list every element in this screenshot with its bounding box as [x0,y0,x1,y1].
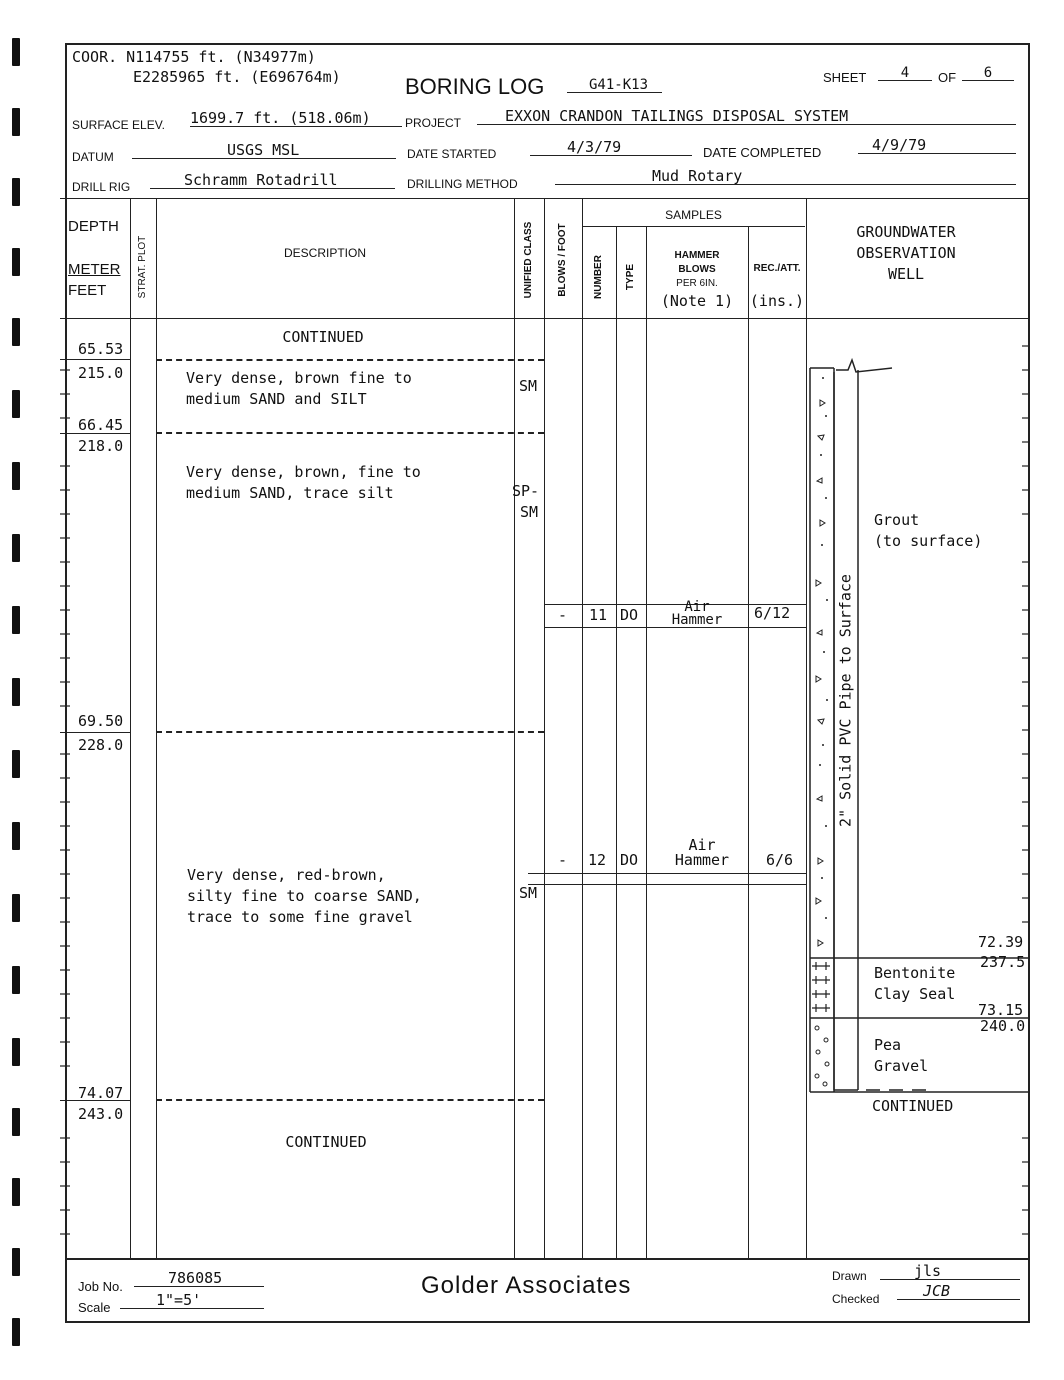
sample-number: 12 [588,851,607,869]
gravel-label: Pea [874,1036,902,1054]
job-number: 786085 [134,1271,264,1287]
sample-hammer: Air [688,836,716,854]
depth-feet: 228.0 [78,736,124,754]
coordinates-east: E2285965 ft. (E696764m) [133,68,341,86]
job-label: Job No. [78,1279,123,1294]
layer-description: silty fine to coarse SAND, [187,887,422,905]
col-header-description: DESCRIPTION [284,246,367,260]
continued-top: CONTINUED [282,328,364,346]
depth-feet: 215.0 [78,364,124,382]
col-header-samples: SAMPLES [665,208,722,222]
sample-blows: - [558,851,568,869]
depth-boundary-rule [60,1100,130,1101]
unified-class: SM [519,884,538,902]
grout-label: Grout [874,511,920,529]
gravel-label: Gravel [874,1057,929,1075]
layer-description: Very dense, brown, fine to [186,463,421,481]
pvc-pipe-label: 2" Solid PVC Pipe to Surface [836,574,855,827]
layer-description: Very dense, brown fine to [186,369,412,387]
depth-feet: 243.0 [78,1105,124,1123]
col-header-depth: DEPTH [68,218,119,235]
col-line-number [616,226,617,1260]
layer-description: Very dense, red-brown, [187,866,386,884]
well-depth-feet: 240.0 [980,1017,1026,1035]
col-header-blows-foot: BLOWS / FOOT [557,223,568,297]
checked-by: JCB [897,1284,1020,1300]
depth-boundary-rule [60,359,130,360]
date-completed-label: DATE COMPLETED [703,145,822,160]
col-header-gw-2: OBSERVATION [856,244,956,262]
drawn-by: jls [880,1264,1020,1280]
col-header-number: NUMBER [593,255,604,299]
layer-description: medium SAND, trace silt [186,484,394,502]
bentonite-label: Clay Seal [874,985,956,1003]
drilling-method-value: Mud Rotary [555,169,1016,185]
col-header-strat-plot: STRAT. PLOT [137,235,148,299]
date-started-value: 4/3/79 [530,140,692,156]
drilling-method-label: DRILLING METHOD [407,177,518,191]
sample-hammer: Hammer [671,612,723,628]
project-value: EXXON CRANDON TAILINGS DISPOSAL SYSTEM [477,109,1016,125]
col-header-type: TYPE [625,263,636,291]
col-line-class [544,198,545,1260]
depth-feet: 218.0 [78,437,124,455]
col-header-unified-class: UNIFIED CLASS [523,221,534,299]
sample-type: DO [620,606,639,624]
grout-label: (to surface) [874,532,983,550]
well-depth-meter: 72.39 [978,933,1024,951]
unified-class: SM [519,377,538,395]
col-header-hammer-2: BLOWS [678,264,716,275]
unified-class: SP- [512,482,540,500]
surface-elev-label: SURFACE ELEV. [72,118,165,132]
strata-boundary [156,359,544,361]
col-header-gw-1: GROUNDWATER [856,223,956,241]
drawn-label: Drawn [832,1269,867,1283]
strata-boundary [156,1099,544,1101]
boring-id: G41-K13 [567,78,662,93]
layer-description: trace to some fine gravel [187,908,413,926]
col-header-hammer-1: HAMMER [674,250,720,261]
depth-meter: 66.45 [78,416,124,434]
well-depth-feet: 237.5 [980,953,1026,971]
checked-label: Checked [832,1292,880,1306]
col-line-rec [806,198,807,1260]
sample-type: DO [620,851,639,869]
scale-label: Scale [78,1300,111,1315]
col-header-hammer-3: PER 6IN. [676,278,718,289]
col-line-type [646,226,647,1260]
depth-meter: 74.07 [78,1084,124,1102]
col-header-gw-3: WELL [887,265,925,283]
table-top-rule [60,198,1030,199]
strata-boundary [156,731,544,733]
date-completed-value: 4/9/79 [858,138,1016,154]
date-started-label: DATE STARTED [407,147,497,161]
col-header-hammer-note: (Note 1) [660,292,734,310]
layer-description: medium SAND and SILT [186,390,367,408]
bentonite-label: Bentonite [874,964,956,982]
sample-hammer: Hammer [674,851,730,869]
sample-blows: - [558,606,568,624]
sample-recovery: 6/12 [754,604,791,622]
col-header-meter: METER [68,261,121,278]
sample-recovery: 6/6 [766,851,794,869]
column-header-bottom-rule [60,318,1030,319]
project-label: PROJECT [405,116,462,130]
well-continued: CONTINUED [872,1097,954,1115]
of-label: OF [938,70,957,85]
datum-label: DATUM [72,150,114,164]
unified-class: SM [520,503,539,521]
drill-rig-label: DRILL RIG [72,180,131,194]
strata-boundary [156,432,544,434]
sample-number: 11 [589,606,608,624]
depth-meter: 69.50 [78,712,124,730]
page-title: BORING LOG [405,74,545,99]
sample-interval-rule [528,873,806,874]
company-name: Golder Associates [421,1272,632,1299]
col-line-hammer [748,226,749,1260]
surface-elev-value: 1699.7 ft. (518.06m) [190,111,402,127]
col-header-rec-att: REC./ATT. [753,263,801,274]
col-header-rec-units: (ins.) [749,292,805,310]
scale-value: 1"=5' [120,1293,264,1309]
footer-top-rule [65,1258,1030,1260]
well-depth-meter: 73.15 [978,1001,1024,1019]
depth-boundary-rule [60,732,130,733]
drill-rig-value: Schramm Rotadrill [150,173,395,189]
col-line-depth [130,198,131,1260]
coordinates-north: COOR. N114755 ft. (N34977m) [72,48,316,66]
sheet-total: 6 [962,66,1014,81]
sheet-number: 4 [878,66,932,81]
col-header-feet: FEET [68,282,107,299]
datum-value: USGS MSL [132,143,396,159]
depth-boundary-rule [60,433,130,434]
sheet-label: SHEET [823,70,867,85]
continued-bottom: CONTINUED [285,1133,367,1151]
depth-meter: 65.53 [78,340,124,358]
sample-hammer: Air [684,599,710,615]
sample-interval-rule [528,884,806,885]
col-line-blows [582,198,583,1260]
